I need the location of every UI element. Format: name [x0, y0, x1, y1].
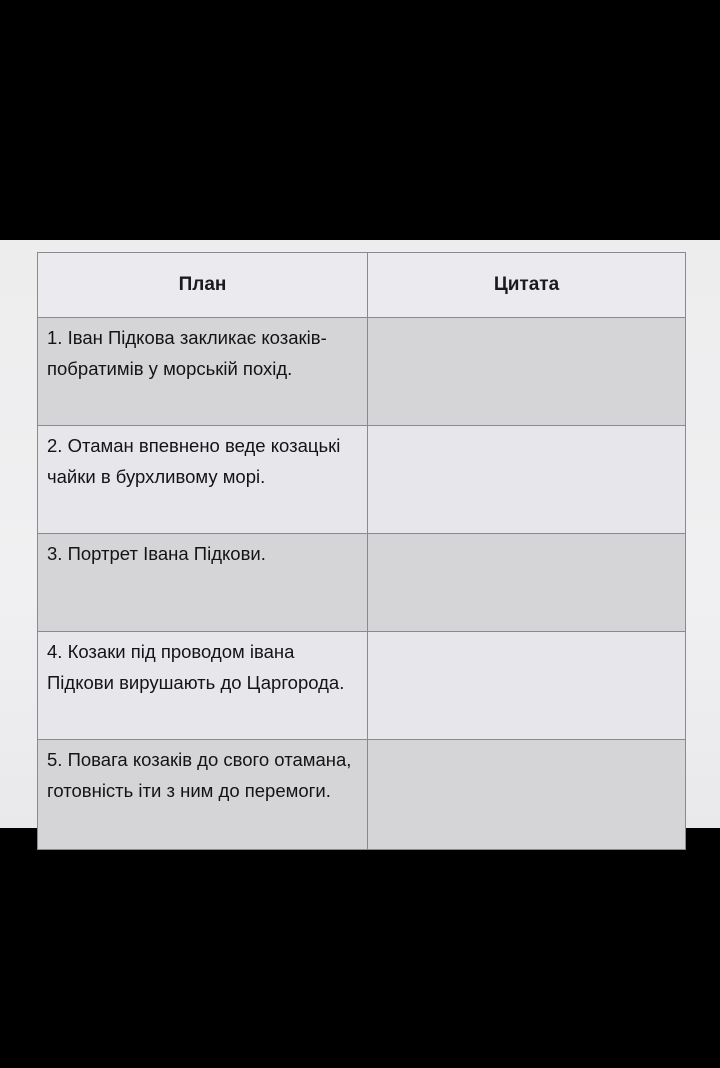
plan-cell-1: 1. Іван Підкова закликає козаків-побратимів у морській похід. [38, 318, 368, 426]
quote-cell-1[interactable] [368, 318, 686, 426]
table-row [38, 632, 686, 740]
header-plan: План [38, 253, 368, 318]
table-row [38, 426, 686, 534]
quote-cell-4[interactable] [368, 632, 686, 740]
plan-cell-4: 4. Козаки під проводом івана Підкови вирушають до Царгорода. [38, 632, 368, 740]
plan-quote-table [37, 252, 686, 850]
table-header-row [38, 253, 686, 318]
table-row [38, 318, 686, 426]
plan-cell-2: 2. Отаман впевнено веде козацькі чайки в бурхливому морі. [38, 426, 368, 534]
plan-cell-3: 3. Портрет Івана Підкови. [38, 534, 368, 632]
quote-cell-3[interactable] [368, 534, 686, 632]
header-quote: Цитата [368, 253, 686, 318]
table-row [38, 534, 686, 632]
quote-cell-2[interactable] [368, 426, 686, 534]
table-row [38, 740, 686, 850]
plan-cell-5: 5. Повага козаків до свого отамана, готовність іти з ним до перемоги. [38, 740, 368, 850]
quote-cell-5[interactable] [368, 740, 686, 850]
